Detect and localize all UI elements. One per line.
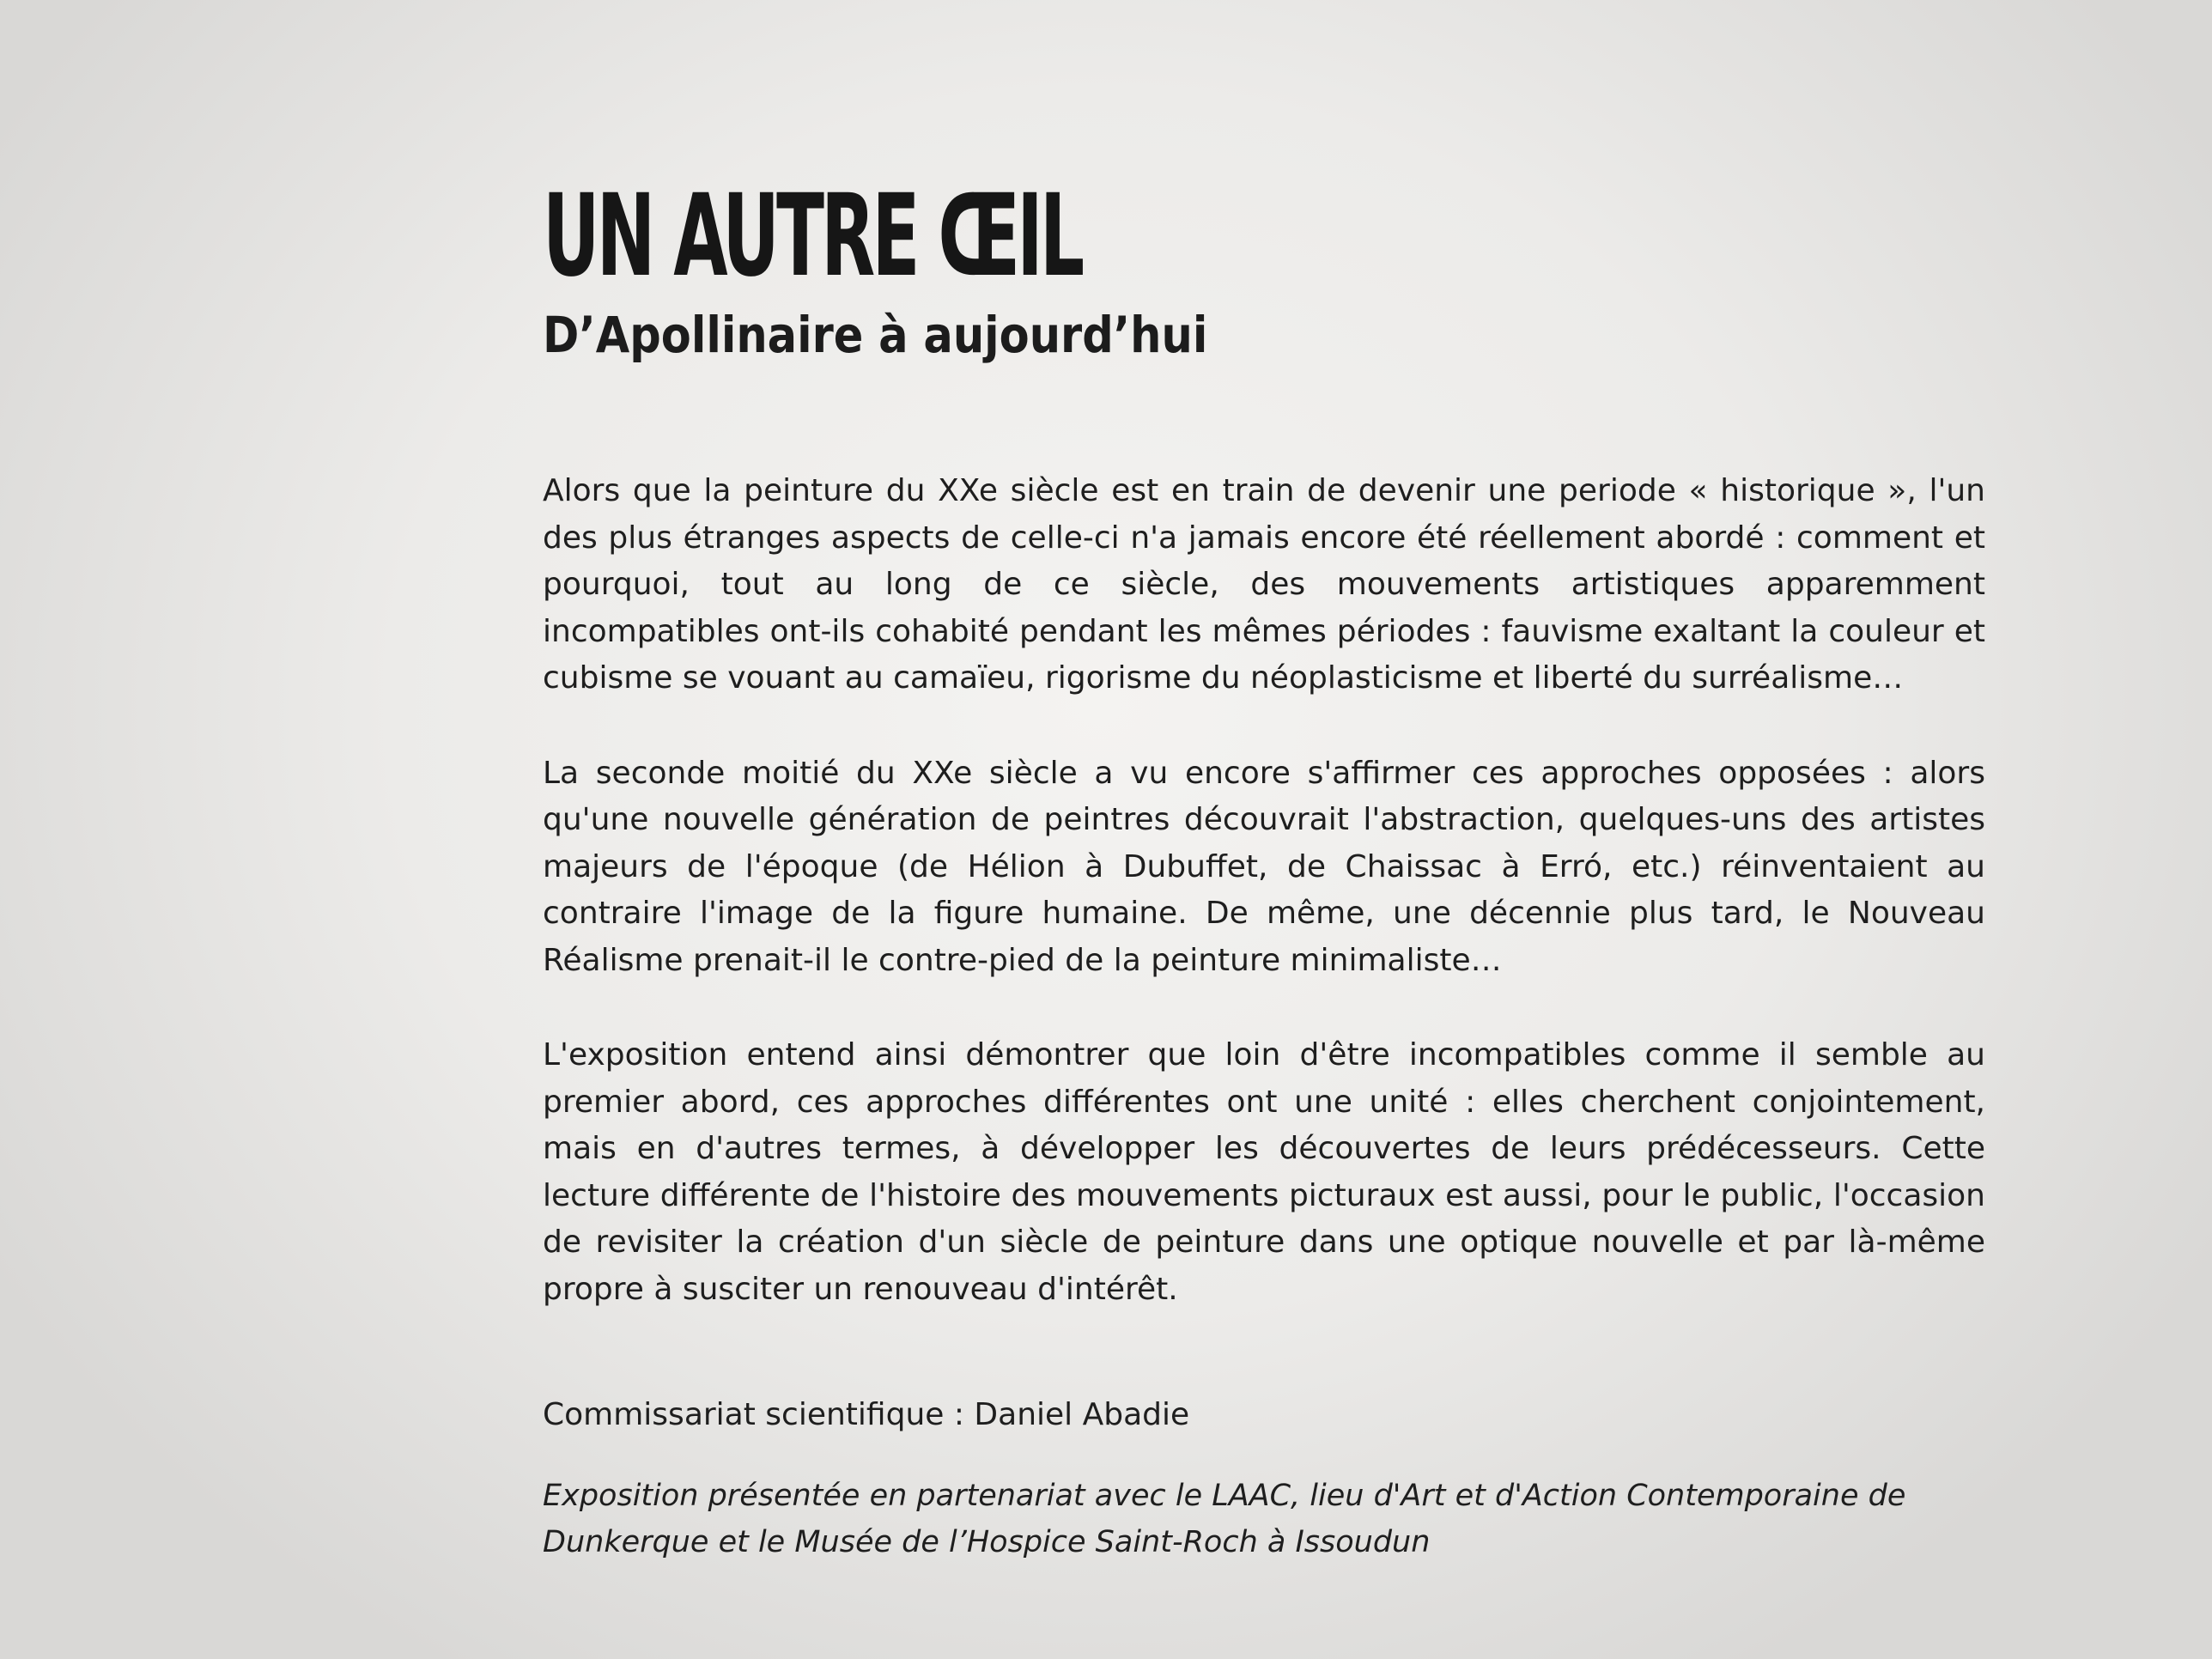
curator-credit: Commissariat scientifique : Daniel Abadie — [543, 1397, 1190, 1432]
description-paragraph-3: L'exposition entend ainsi démontrer que loin d'être incompatibles comme il semble au premier abord, ces approches différentes ont une unité : elles cherchent conjointement, mais en d'autres termes, à développer les découvertes de leurs prédécesseurs. Cette lecture différente de l'histoire des mouvements picturaux est aussi, pour le public, l'occasion de revisiter la création d'un siècle de peinture dans une optique nouvelle et par là-même propre à susciter un renouveau d'intérêt. — [543, 1037, 1985, 1307]
exhibition-title: UN AUTRE ŒIL — [543, 170, 1082, 302]
exhibition-subtitle: D’Apollinaire à aujourd’hui — [543, 306, 1208, 364]
partnership-note: Exposition présentée en partenariat avec le LAAC, lieu d'Art et d'Action Contemporaine de Dunkerque et le Musée de l’Hospice Saint-Roch à Issoudun — [543, 1479, 1906, 1559]
description-body — [543, 468, 1985, 1313]
wall-text-block — [543, 167, 1985, 1565]
description-paragraph-2: La seconde moitié du XXe siècle a vu encore s'affirmer ces approches opposées : alors qu'une nouvelle génération de peintres découvrait l'abstraction, quelques-uns des artistes majeurs de l'époque (de Hélion à Dubuffet, de Chaissac à Erró, etc.) réinventaient au contraire l'image de la figure humaine. De même, une décennie plus tard, le Nouveau Réalisme prenait-il le contre-pied de la peinture minimaliste… — [543, 755, 1985, 978]
description-paragraph-1: Alors que la peinture du XXe siècle est en train de devenir une periode « historique », l'un des plus étranges aspects de celle-ci n'a jamais encore été réellement abordé : comment et pourquoi, tout au long de ce siècle, des mouvements artistiques apparemment incompatibles ont-ils cohabité pendant les mêmes périodes : fauvisme exaltant la couleur et cubisme se vouant au camaïeu, rigorisme du néoplasticisme et liberté du surréalisme… — [543, 473, 1985, 696]
